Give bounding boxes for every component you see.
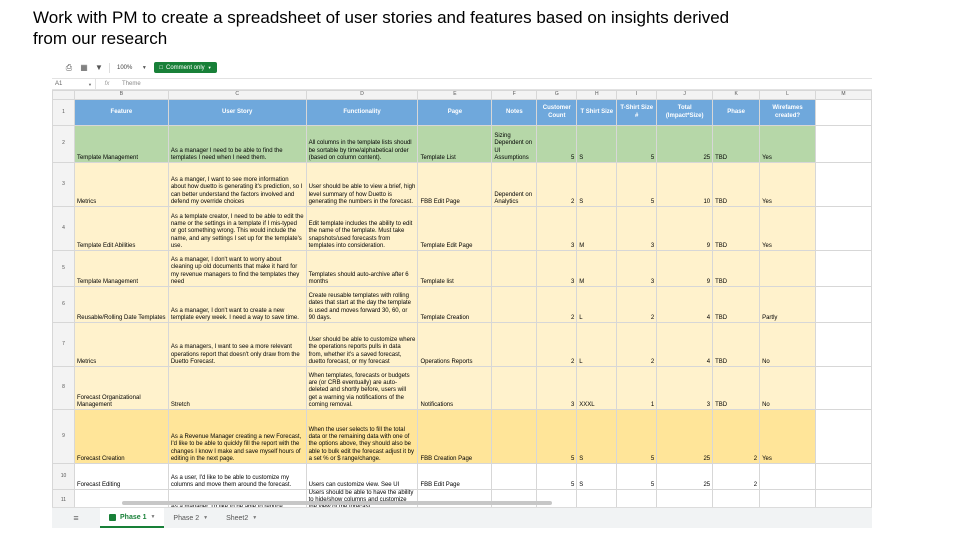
sheet-toolbar xyxy=(52,57,872,78)
formula-bar xyxy=(52,78,872,90)
name-box[interactable] xyxy=(52,79,96,89)
cell-functionality[interactable]: When the user selects to fill the total data or the remaining data with one of the options above, they should also be able to bulk edit the forecast adjust it by a set % or $ range/change. xyxy=(306,410,418,464)
column-letter[interactable]: M xyxy=(816,91,872,100)
tab-label: Sheet2 xyxy=(226,514,249,522)
row-number[interactable]: 5 xyxy=(53,251,75,287)
cell-extra[interactable] xyxy=(816,464,872,490)
cell-total[interactable]: 9 xyxy=(657,207,713,251)
cell-tshirt-size[interactable]: L xyxy=(577,323,617,367)
cell-tshirt-size-num[interactable]: 3 xyxy=(617,207,657,251)
cell-tshirt-size[interactable]: S xyxy=(577,410,617,464)
cell-total[interactable]: 25 xyxy=(657,126,713,163)
row-number[interactable]: 6 xyxy=(53,287,75,323)
cell-user-story[interactable]: As a manger, I want to see more information about how duetto is generating it's prediction, so I can better understand the factors involved and defend my override choices xyxy=(168,163,306,207)
comment-only-label: Comment only xyxy=(165,64,205,71)
cell-tshirt-size[interactable]: S xyxy=(577,464,617,490)
table-row xyxy=(53,367,872,410)
cell-extra[interactable] xyxy=(816,163,872,207)
cell-customer-count[interactable]: 5 xyxy=(537,464,577,490)
table-row xyxy=(53,163,872,207)
cell-notes[interactable] xyxy=(492,251,537,287)
table-row xyxy=(53,287,872,323)
cell-user-story[interactable]: As a Revenue Manager creating a new Forecast, I'd like to be able to quickly fill the report with the changes I know I make and save myself hours of editing in the next page. xyxy=(168,410,306,464)
cell-page[interactable]: FBB Edit Page xyxy=(418,163,492,207)
cell-wireframes[interactable]: Yes xyxy=(760,163,816,207)
cell-user-story[interactable]: Stretch xyxy=(168,367,306,410)
header-cell-customer-count[interactable]: Customer Count xyxy=(537,100,577,126)
tab-phase-2[interactable] xyxy=(164,508,217,528)
column-letter[interactable]: G xyxy=(537,91,577,100)
header-cell-phase[interactable]: Phase xyxy=(713,100,760,126)
row-number[interactable]: 3 xyxy=(53,163,75,207)
chevron-down-icon: ▼ xyxy=(88,81,92,87)
comment-icon: □ xyxy=(159,64,163,71)
cell-page[interactable]: FBB Creation Page xyxy=(418,410,492,464)
header-cell-tshirt-size-num[interactable]: T-Shirt Size # xyxy=(617,100,657,126)
header-cell-wireframes[interactable]: Wirefames created? xyxy=(760,100,816,126)
tab-label: Phase 1 xyxy=(120,513,147,521)
cell-extra[interactable] xyxy=(816,287,872,323)
cell-feature[interactable]: Forecast Organizational Management xyxy=(74,367,168,410)
cell-page[interactable]: Template Edit Page xyxy=(418,207,492,251)
cell-total[interactable]: 3 xyxy=(657,367,713,410)
header-cell-user-story[interactable]: User Story xyxy=(168,100,306,126)
table-row xyxy=(53,323,872,367)
column-letters-row xyxy=(53,91,872,100)
header-cell-total[interactable]: Total (Impact*Size) xyxy=(657,100,713,126)
row-number[interactable]: 2 xyxy=(53,126,75,163)
row-number[interactable]: 10 xyxy=(53,464,75,490)
cell-tshirt-size-num[interactable]: 5 xyxy=(617,163,657,207)
cell-wireframes[interactable]: No xyxy=(760,323,816,367)
cell-extra[interactable] xyxy=(816,367,872,410)
cell-tshirt-size[interactable]: M xyxy=(577,251,617,287)
cell-functionality[interactable]: Users should be able to have the ability xyxy=(306,490,418,513)
header-cell-page[interactable]: Page xyxy=(418,100,492,126)
horizontal-scrollbar[interactable] xyxy=(122,501,552,505)
row-number[interactable]: 7 xyxy=(53,323,75,367)
sheet-icon xyxy=(109,514,116,521)
cell-functionality[interactable]: User should be able to view a brief, high level summary of how Duetto is generating the numbers in the forecast. xyxy=(306,163,418,207)
column-letter[interactable]: B xyxy=(74,91,168,100)
fx-label: fx xyxy=(104,81,110,87)
header-cell-functionality[interactable]: Functionality xyxy=(306,100,418,126)
cell-functionality[interactable]: When templates, forecasts or budgets are (or CRB eventually) are auto-deleted and shortly before, users will get a warning via notifications of the coming removal. xyxy=(306,367,418,410)
cell-feature[interactable]: Template Edit Abilities xyxy=(74,207,168,251)
filter-icon[interactable]: ▼ xyxy=(95,63,103,72)
cell-total[interactable]: 4 xyxy=(657,287,713,323)
cell-functionality[interactable]: All columns in the template lists shoudl be sortable by time/alphabetical order (based on column content). xyxy=(306,126,418,163)
cell-wireframes[interactable]: Yes xyxy=(760,410,816,464)
column-letter[interactable]: L xyxy=(760,91,816,100)
cell-wireframes[interactable]: Partly xyxy=(760,287,816,323)
corner-cell[interactable] xyxy=(53,91,75,100)
cell-tshirt-size[interactable]: S xyxy=(577,163,617,207)
cell-user-story[interactable]: As a managers, I want to see a more relevant operations report that doesn't only draw from the Duetto Forecast. xyxy=(168,323,306,367)
column-letter[interactable]: K xyxy=(713,91,760,100)
cell-customer-count[interactable]: 3 xyxy=(537,251,577,287)
column-letter[interactable]: D xyxy=(306,91,418,100)
all-sheets-icon[interactable]: ≡ xyxy=(73,513,79,523)
cell-functionality[interactable]: Edit template includes the ability to edit the name of the template. Must take snapshots/used forecasts from templates into consideration. xyxy=(306,207,418,251)
row-number[interactable]: 9 xyxy=(53,410,75,464)
print-icon[interactable]: ⎙ xyxy=(65,62,73,72)
header-cell-notes[interactable]: Notes xyxy=(492,100,537,126)
column-letter[interactable]: E xyxy=(418,91,492,100)
cell-extra[interactable] xyxy=(816,251,872,287)
table-row xyxy=(53,207,872,251)
cell-total[interactable]: 25 xyxy=(657,464,713,490)
cell-phase[interactable]: TBD xyxy=(713,367,760,410)
header-cell-tshirt-size[interactable]: T Shirt Size xyxy=(577,100,617,126)
cell-customer-count[interactable]: 5 xyxy=(537,126,577,163)
chevron-down-icon: ▼ xyxy=(203,515,209,521)
cell-customer-count[interactable]: 3 xyxy=(537,207,577,251)
table-row xyxy=(53,251,872,287)
format-icon[interactable]: ▦ xyxy=(80,63,88,72)
cell-extra[interactable] xyxy=(816,410,872,464)
cell-page[interactable]: Template List xyxy=(418,126,492,163)
header-row xyxy=(53,100,872,126)
cell-user-story[interactable]: As a manager, I don't want to create a new template every week. I need a way to save time. xyxy=(168,287,306,323)
cell-phase[interactable]: TBD xyxy=(713,207,760,251)
cell-functionality[interactable]: Users can customize view. See UI xyxy=(306,464,418,490)
column-letter[interactable]: F xyxy=(492,91,537,100)
cell-tshirt-size-num[interactable]: 3 xyxy=(617,251,657,287)
cell-tshirt-size[interactable]: XXXL xyxy=(577,367,617,410)
cell-tshirt-size-num[interactable]: 1 xyxy=(617,367,657,410)
cell-feature[interactable]: Forecast Creation xyxy=(74,410,168,464)
cell-phase[interactable]: TBD xyxy=(713,251,760,287)
cell-tshirt-size-num[interactable]: 5 xyxy=(617,410,657,464)
cell-page[interactable]: Template list xyxy=(418,251,492,287)
tab-sheet2[interactable] xyxy=(217,508,266,528)
cell-tshirt-size[interactable]: L xyxy=(577,287,617,323)
cell-feature[interactable]: Reusable/Rolling Date Templates xyxy=(74,287,168,323)
cell-total[interactable]: 25 xyxy=(657,410,713,464)
cell-customer-count[interactable]: 2 xyxy=(537,163,577,207)
slide-title: Work with PM to create a spreadsheet of user stories and features based on insights derived from our research xyxy=(33,8,730,48)
cell-phase[interactable]: TBD xyxy=(713,323,760,367)
cell-feature[interactable]: Template Management xyxy=(74,126,168,163)
cell-total[interactable]: 9 xyxy=(657,251,713,287)
cell-wireframes[interactable] xyxy=(760,251,816,287)
tab-label: Phase 2 xyxy=(173,514,200,522)
cell-tshirt-size[interactable]: M xyxy=(577,207,617,251)
cell-wireframes[interactable] xyxy=(760,464,816,490)
cell-notes[interactable]: Sizing Dependent on UI Assumptions xyxy=(492,126,537,163)
cell-customer-count[interactable]: 2 xyxy=(537,287,577,323)
cell-user-story[interactable]: As a template creator, I need to be able to edit the name or the settings in a template if I mis-typed or got something wrong. This would include the name, and any settings I set up for the template's use. xyxy=(168,207,306,251)
cell-user-story[interactable]: As a manager, I don't want to worry about cleaning up old documents that make it hard for my revenue managers to find the templates they need xyxy=(168,251,306,287)
cell-feature[interactable]: Metrics xyxy=(74,163,168,207)
chevron-down-icon: ▼ xyxy=(207,65,212,70)
cell-customer-count[interactable]: 2 xyxy=(537,323,577,367)
sheet-tab-bar xyxy=(52,507,872,528)
cell-customer-count[interactable]: 3 xyxy=(537,367,577,410)
cell-feature[interactable]: Metrics xyxy=(74,323,168,367)
cell-tshirt-size-num[interactable]: 5 xyxy=(617,126,657,163)
cell-feature[interactable]: Forecast Editing xyxy=(74,464,168,490)
cell-phase[interactable]: TBD xyxy=(713,287,760,323)
cell-total[interactable]: 4 xyxy=(657,323,713,367)
toolbar-divider xyxy=(109,63,110,73)
cell-wireframes[interactable]: Yes xyxy=(760,126,816,163)
cell-user-story[interactable]: As a manager I need to be able to find the templates I need when I need them. xyxy=(168,126,306,163)
tab-phase-1[interactable] xyxy=(100,508,164,528)
cell-notes[interactable] xyxy=(492,464,537,490)
table-row xyxy=(53,126,872,163)
column-letter[interactable]: H xyxy=(577,91,617,100)
cell-notes[interactable] xyxy=(492,367,537,410)
header-cell-empty[interactable] xyxy=(816,100,872,126)
row-number[interactable]: 4 xyxy=(53,207,75,251)
cell-functionality[interactable]: Templates should auto-archive after 6 months xyxy=(306,251,418,287)
cell-tshirt-size-num[interactable]: 2 xyxy=(617,323,657,367)
row-number[interactable]: 11 xyxy=(53,490,75,513)
table-row xyxy=(53,464,872,490)
column-letter[interactable]: J xyxy=(657,91,713,100)
cell-functionality[interactable]: Create reusable templates with rolling dates that start at the day the template is used and moves forward 30, 60, or 90 days. xyxy=(306,287,418,323)
column-letter[interactable]: I xyxy=(617,91,657,100)
cell-notes[interactable] xyxy=(492,410,537,464)
cell-page[interactable]: Notifications xyxy=(418,367,492,410)
row-number[interactable]: 1 xyxy=(53,100,75,126)
chevron-down-icon: ▼ xyxy=(252,515,258,521)
cell-tshirt-size-num[interactable]: 5 xyxy=(617,464,657,490)
row-number[interactable]: 8 xyxy=(53,367,75,410)
table-row xyxy=(53,410,872,464)
cell-phase[interactable]: 2 xyxy=(713,410,760,464)
zoom-select[interactable]: 100% xyxy=(117,64,133,71)
cell-extra[interactable] xyxy=(816,126,872,163)
formula-input[interactable]: Theme xyxy=(122,81,141,87)
column-letter[interactable]: C xyxy=(168,91,306,100)
cell-page[interactable]: Operations Reports xyxy=(418,323,492,367)
cell-user-story[interactable]: As a user, I'd like to be able to customize my columns and move them around the forecast. xyxy=(168,464,306,490)
cell-total[interactable]: 10 xyxy=(657,163,713,207)
chevron-down-icon[interactable]: ▼ xyxy=(141,64,147,71)
cell-phase[interactable]: TBD xyxy=(713,163,760,207)
cell-wireframes[interactable]: Yes xyxy=(760,207,816,251)
cell-functionality[interactable]: User should be able to customize where the operations reports pulls in data from, whether it's a saved forecast, duetto forecast, or my forecast xyxy=(306,323,418,367)
cell-wireframes[interactable]: No xyxy=(760,367,816,410)
cell-extra[interactable] xyxy=(816,323,872,367)
grid-viewport[interactable] xyxy=(52,90,872,507)
cell-notes[interactable] xyxy=(492,207,537,251)
cell-feature[interactable]: Template Management xyxy=(74,251,168,287)
spreadsheet-screenshot xyxy=(52,57,872,528)
cell-extra[interactable] xyxy=(816,207,872,251)
cell-customer-count[interactable]: 5 xyxy=(537,410,577,464)
cell-page[interactable]: FBB Edit Page xyxy=(418,464,492,490)
cell-page[interactable]: Template Creation xyxy=(418,287,492,323)
header-cell-feature[interactable]: Feature xyxy=(74,100,168,126)
cell-tshirt-size[interactable]: S xyxy=(577,126,617,163)
cell-notes[interactable]: Dependent on Analytics xyxy=(492,163,537,207)
comment-only-button[interactable] xyxy=(154,62,216,73)
chevron-down-icon: ▼ xyxy=(150,514,156,520)
cell-notes[interactable] xyxy=(492,287,537,323)
cell-notes[interactable] xyxy=(492,323,537,367)
cell-reference: A1 xyxy=(55,81,63,87)
cell-tshirt-size-num[interactable]: 2 xyxy=(617,287,657,323)
data-rows xyxy=(53,126,872,513)
sheet-grid xyxy=(52,90,872,513)
cell-phase[interactable]: 2 xyxy=(713,464,760,490)
cell-phase[interactable]: TBD xyxy=(713,126,760,163)
